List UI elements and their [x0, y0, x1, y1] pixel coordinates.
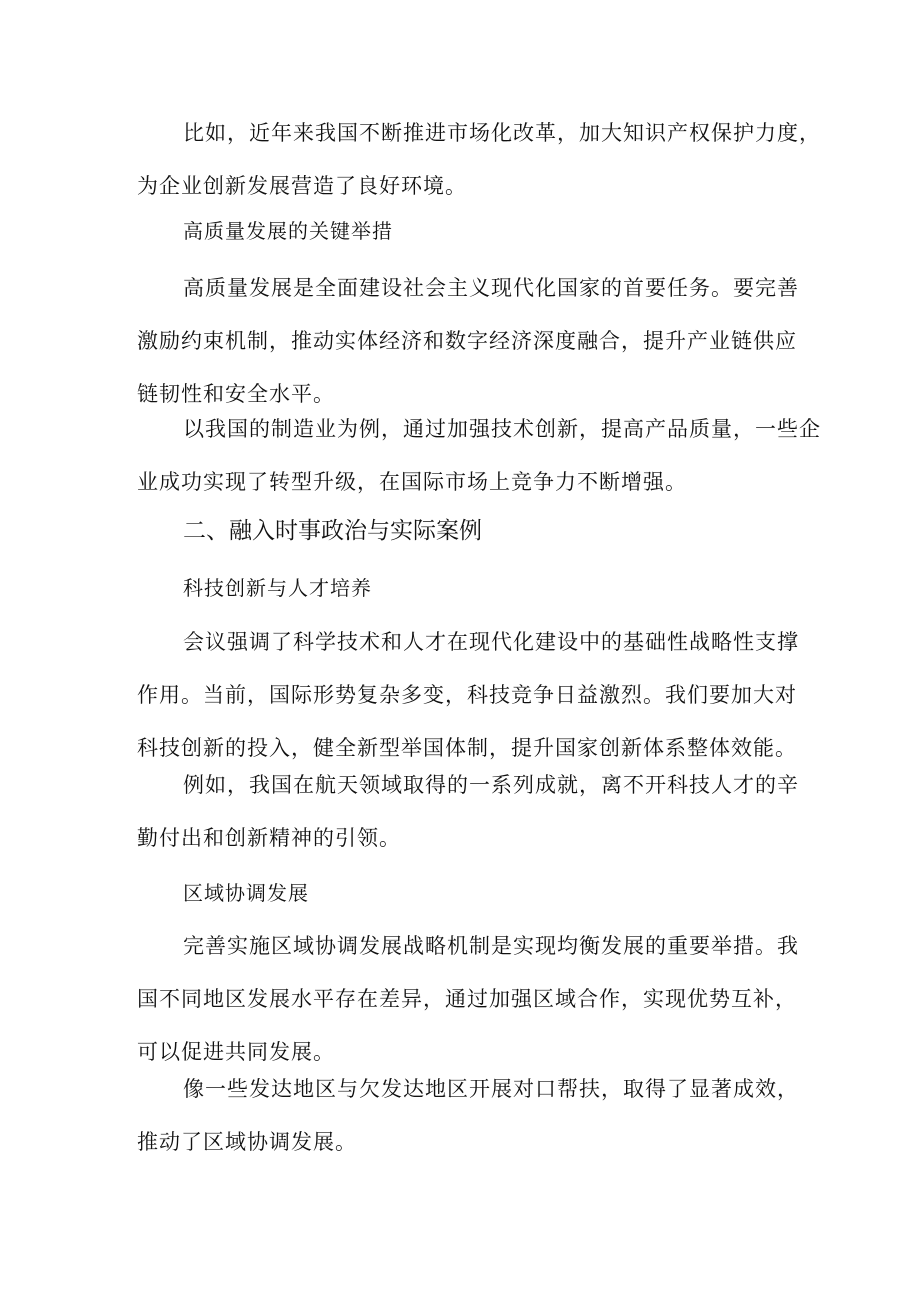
paragraph-line: 比如，近年来我国不断推进市场化改革，加大知识产权保护力度， — [183, 121, 821, 145]
paragraph-line: 像一些发达地区与欠发达地区开展对口帮扶，取得了显著成效， — [183, 1077, 799, 1101]
section-heading: 二、融入时事政治与实际案例 — [183, 518, 482, 544]
paragraph-line: 例如，我国在航天领域取得的一系列成就，离不开科技人才的辛 — [183, 773, 799, 797]
paragraph-line: 科技创新的投入，健全新型举国体制，提升国家创新体系整体效能。 — [137, 736, 797, 760]
paragraph-line: 链韧性和安全水平。 — [137, 382, 335, 406]
paragraph — [137, 403, 821, 509]
paragraph — [137, 1063, 801, 1169]
paragraph — [137, 920, 801, 1079]
paragraph — [137, 262, 801, 421]
paragraph-line: 作用。当前，国际形势复杂多变，科技竞争日益激烈。我们要加大对 — [137, 683, 797, 707]
paragraph — [137, 759, 801, 865]
subheading: 科技创新与人才培养 — [183, 576, 372, 600]
paragraph-line: 国不同地区发展水平存在差异，通过加强区域合作，实现优势互补， — [137, 987, 797, 1011]
paragraph-line: 激励约束机制，推动实体经济和数字经济深度融合，提升产业链供应 — [137, 329, 797, 353]
paragraph — [137, 107, 821, 213]
paragraph — [137, 616, 801, 775]
paragraph-line: 勤付出和创新精神的引领。 — [137, 826, 401, 850]
paragraph-line: 为企业创新发展营造了良好环境。 — [137, 174, 467, 198]
subheading: 区域协调发展 — [183, 881, 309, 905]
subheading: 高质量发展的关键举措 — [183, 219, 393, 243]
paragraph-line: 推动了区域协调发展。 — [137, 1130, 357, 1154]
paragraph-line: 高质量发展是全面建设社会主义现代化国家的首要任务。要完善 — [183, 276, 799, 300]
paragraph-line: 会议强调了科学技术和人才在现代化建设中的基础性战略性支撑 — [183, 630, 799, 654]
paragraph-line: 可以促进共同发展。 — [137, 1040, 335, 1064]
paragraph-line: 以我国的制造业为例，通过加强技术创新，提高产品质量，一些企 — [183, 417, 821, 441]
paragraph-line: 业成功实现了转型升级，在国际市场上竞争力不断增强。 — [137, 470, 687, 494]
paragraph-line: 完善实施区域协调发展战略机制是实现均衡发展的重要举措。我 — [183, 934, 799, 958]
